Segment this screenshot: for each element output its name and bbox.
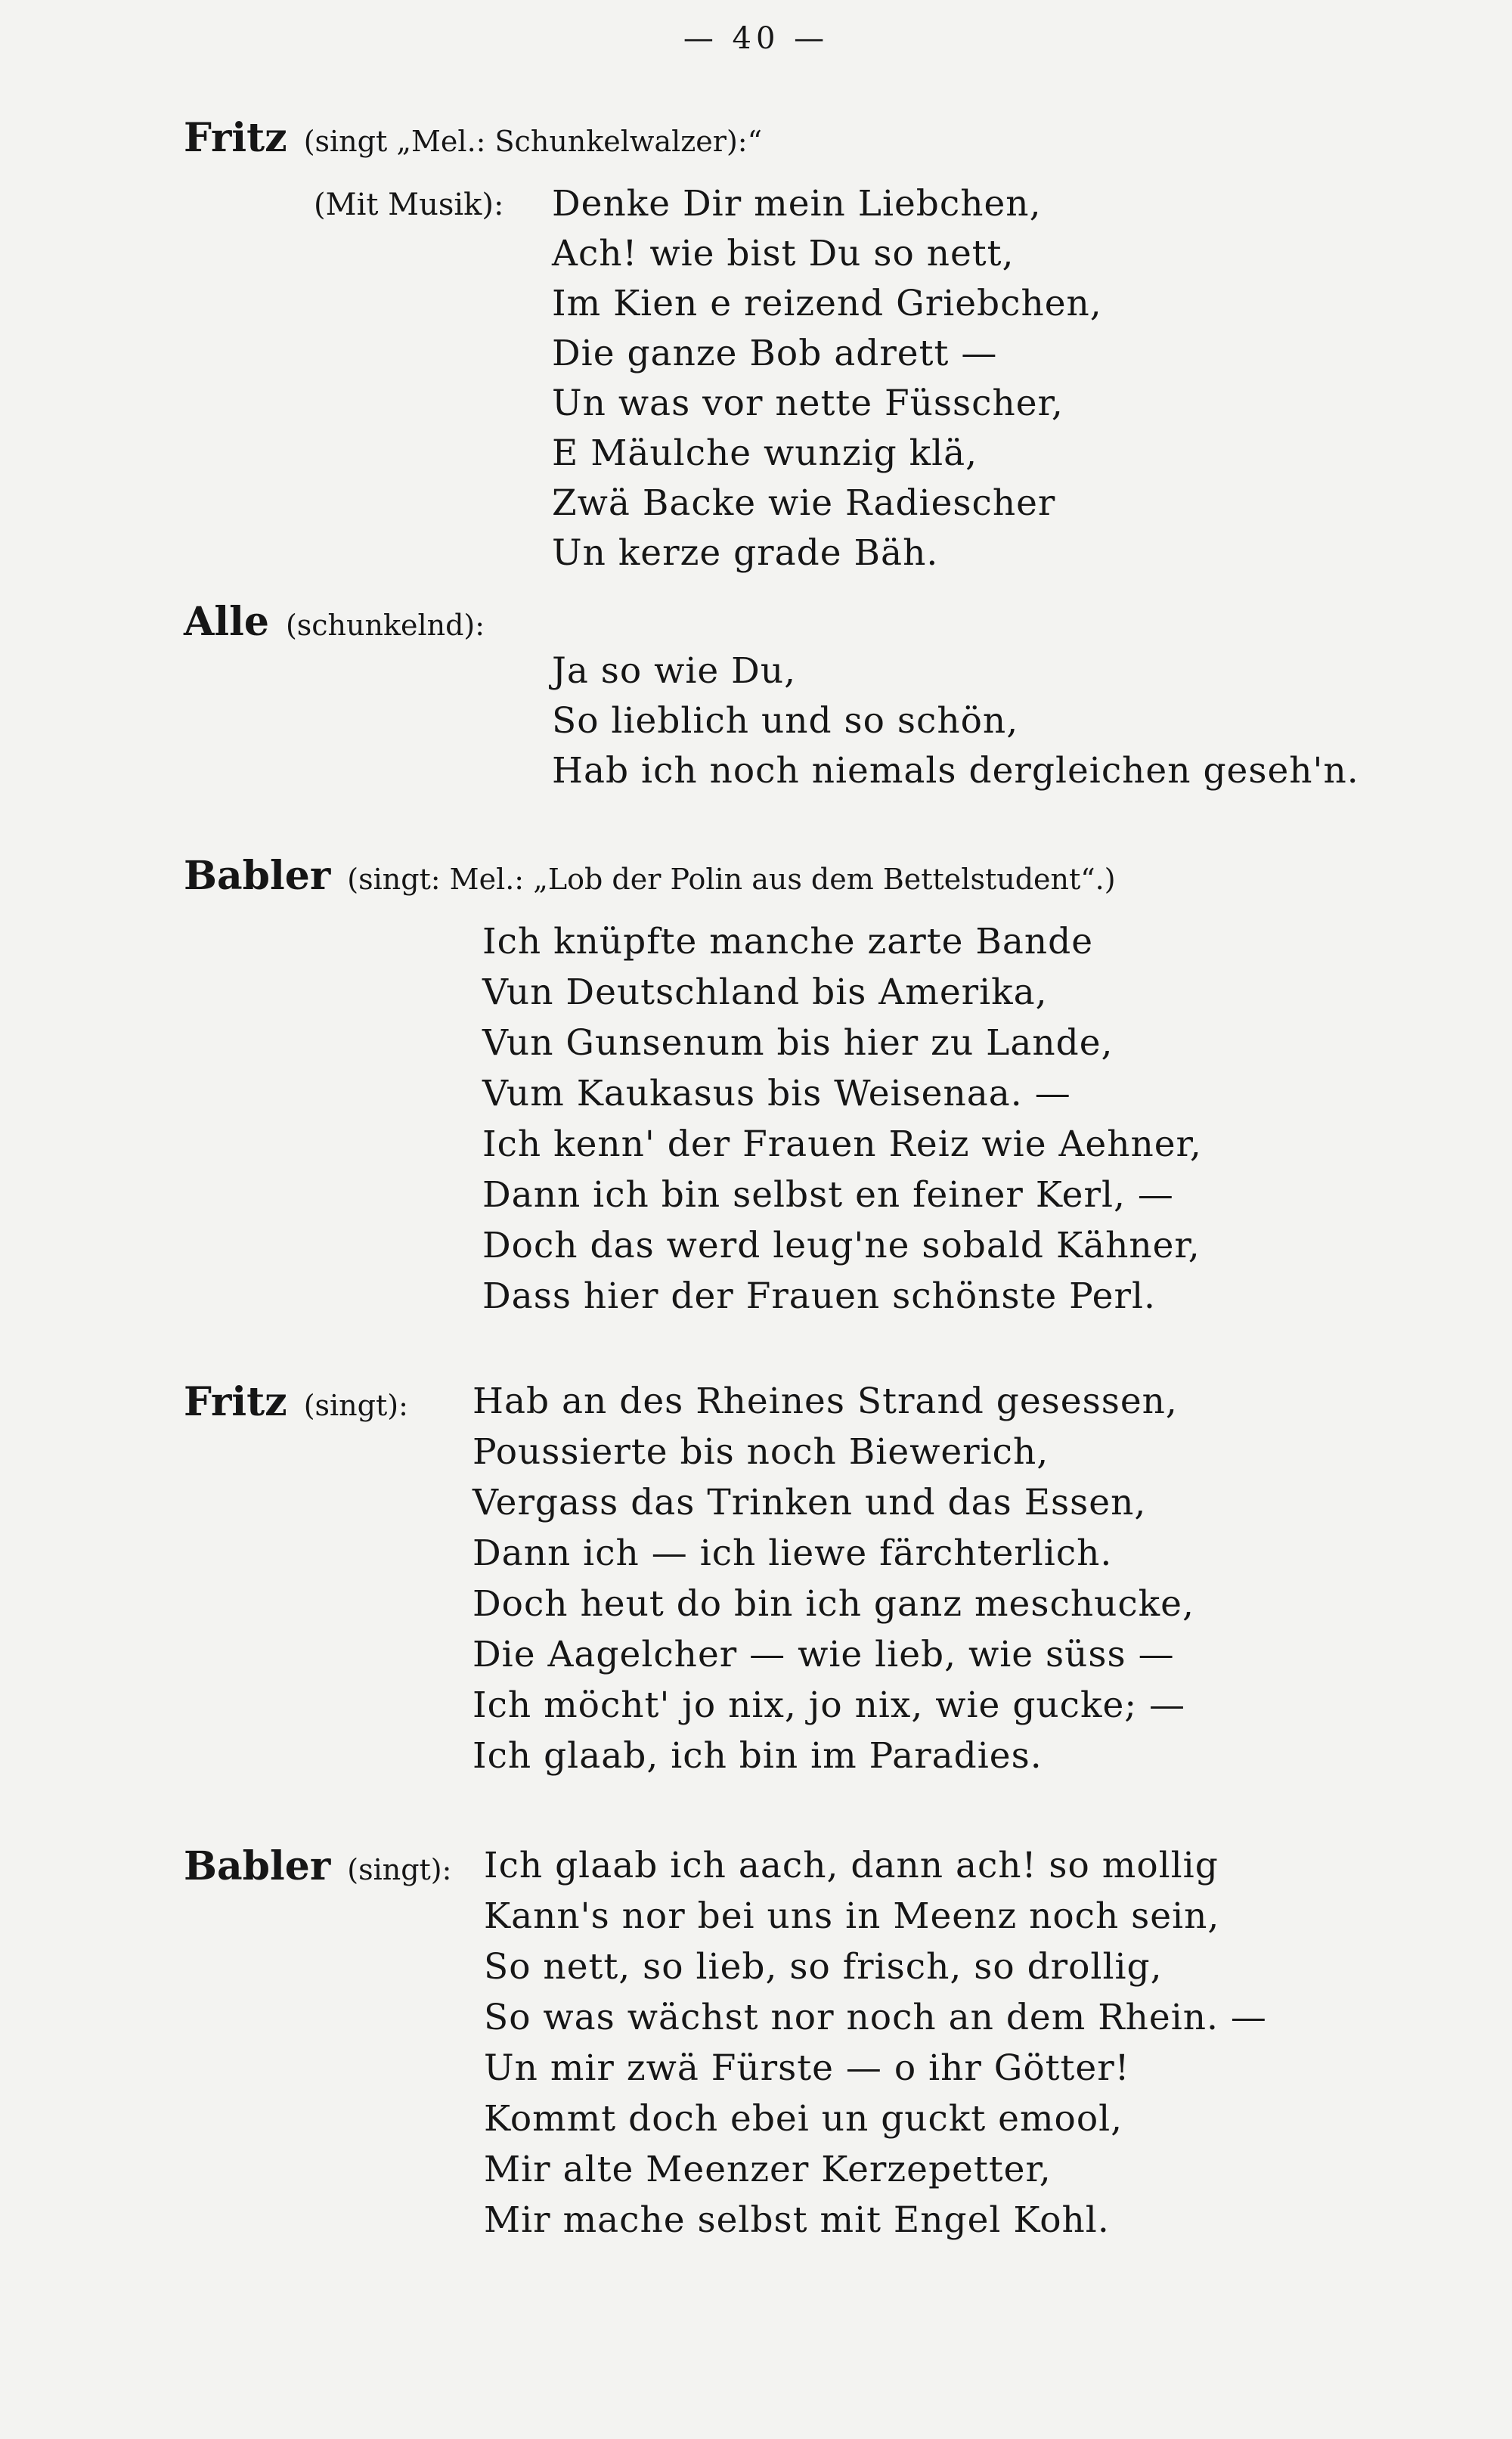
verse-line: Ich glaab ich aach, dann ach! so mollig <box>484 1845 1219 1886</box>
verse-line: Kommt doch ebei un guckt emool, <box>484 2098 1123 2140</box>
speaker-name: Fritz <box>184 1379 287 1425</box>
speaker-heading <box>184 115 762 161</box>
verse-line: Ja so wie Du, <box>552 650 797 692</box>
speaker-name: Babler <box>184 1843 331 1889</box>
stage-direction: (singt: Mel.: „Lob der Polin aus dem Bettelstudent“.) <box>347 863 1116 896</box>
verse-line: Ich knüpfte manche zarte Bande <box>482 921 1094 962</box>
page-number: — 40 — <box>683 21 829 56</box>
speaker-name: Fritz <box>184 115 287 161</box>
verse-line: Hab ich noch niemals dergleichen geseh'n. <box>552 750 1359 792</box>
verse-line: Die ganze Bob adrett — <box>552 333 998 374</box>
verse-line: Denke Dir mein Liebchen, <box>552 183 1042 225</box>
stage-direction: (singt): <box>303 1389 408 1422</box>
verse-line: So was wächst nor noch an dem Rhein. — <box>484 1997 1267 2038</box>
stage-direction: (singt): <box>347 1853 452 1886</box>
verse-line: Vum Kaukasus bis Weisenaa. — <box>482 1073 1071 1114</box>
verse-line: Dann ich — ich liewe färchterlich. <box>472 1533 1113 1574</box>
verse-line: Ach! wie bist Du so nett, <box>552 233 1015 274</box>
verse-line: Un was vor nette Füsscher, <box>552 383 1064 424</box>
verse-line: Poussierte bis noch Biewerich, <box>472 1431 1049 1473</box>
verse-line: Doch heut do bin ich ganz meschucke, <box>472 1583 1194 1625</box>
verse-line: Un kerze grade Bäh. <box>552 532 939 574</box>
verse-line: Zwä Backe wie Radiescher <box>552 482 1056 524</box>
verse-line: Ich möcht' jo nix, jo nix, wie gucke; — <box>472 1684 1186 1726</box>
verse-line: So nett, so lieb, so frisch, so drollig, <box>484 1946 1163 1988</box>
verse-line: Mir mache selbst mit Engel Kohl. <box>484 2199 1110 2241</box>
stage-direction: (singt „Mel.: Schunkelwalzer):“ <box>303 125 762 158</box>
speaker-heading <box>184 1379 408 1425</box>
verse-line: Ich kenn' der Frauen Reiz wie Aehner, <box>482 1123 1202 1165</box>
verse-line: Dass hier der Frauen schönste Perl. <box>482 1275 1156 1317</box>
verse-line: Die Aagelcher — wie lieb, wie süss — <box>472 1634 1175 1675</box>
verse-line: Kann's nor bei uns in Meenz noch sein, <box>484 1895 1220 1937</box>
speaker-heading <box>184 853 1116 899</box>
verse-line: Im Kien e reizend Griebchen, <box>552 283 1102 324</box>
verse-line: Vergass das Trinken und das Essen, <box>472 1482 1147 1523</box>
stage-aside: (Mit Musik): <box>314 187 504 222</box>
speaker-name: Babler <box>184 853 331 899</box>
verse-line: Dann ich bin selbst en feiner Kerl, — <box>482 1174 1174 1216</box>
stage-direction: (schunkelnd): <box>285 609 485 642</box>
verse-line: Doch das werd leug'ne sobald Kähner, <box>482 1225 1201 1266</box>
speaker-heading <box>184 599 485 645</box>
speaker-heading <box>184 1843 451 1889</box>
speaker-name: Alle <box>184 599 269 645</box>
verse-line: Mir alte Meenzer Kerzepetter, <box>484 2149 1052 2190</box>
verse-line: Ich glaab, ich bin im Paradies. <box>472 1735 1043 1777</box>
verse-line: Vun Deutschland bis Amerika, <box>482 972 1048 1013</box>
verse-line: E Mäulche wunzig klä, <box>552 432 978 474</box>
verse-line: So lieblich und so schön, <box>552 700 1019 742</box>
verse-line: Un mir zwä Fürste — o ihr Götter! <box>484 2047 1130 2089</box>
verse-line: Vun Gunsenum bis hier zu Lande, <box>482 1022 1114 1064</box>
verse-line: Hab an des Rheines Strand gesessen, <box>472 1381 1178 1422</box>
